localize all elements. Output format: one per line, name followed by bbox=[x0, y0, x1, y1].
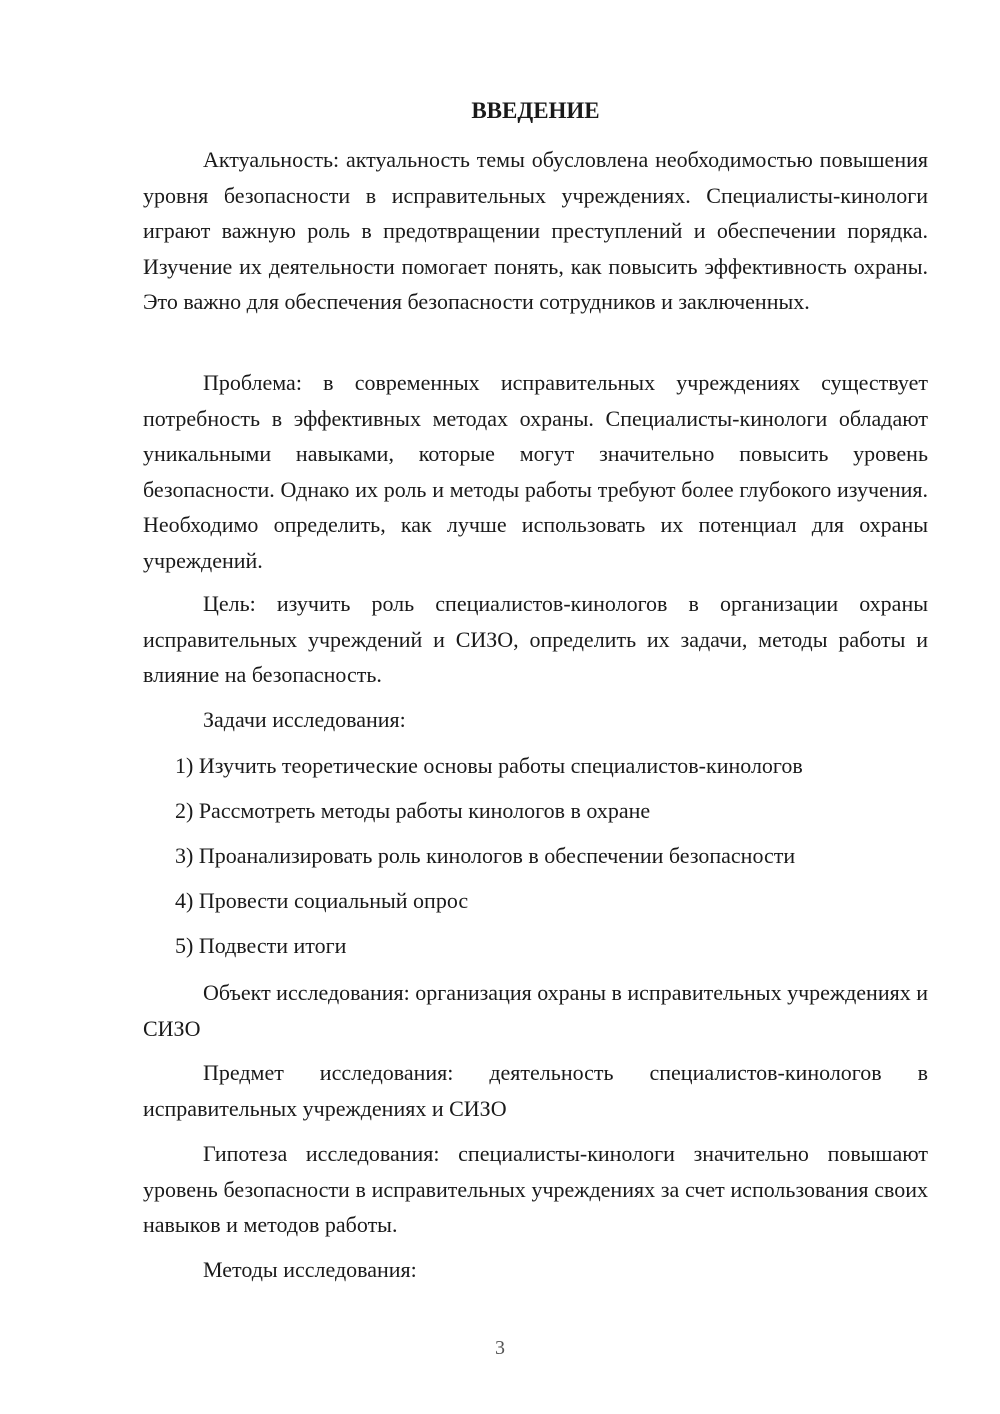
paragraph-hypothesis: Гипотеза исследования: специалисты-кинологи значительно повышают уровень безопасности в исправительных учреждениях за счет использования своих навыков и методов работы. bbox=[143, 1141, 928, 1237]
methods-heading: Методы исследования: bbox=[203, 1257, 417, 1282]
paragraph-problem: Проблема: в современных исправительных учреждениях существует потребность в эффективных методах охраны. Специалисты-кинологи обладают уникальными навыками, которые могут значительно повысить уровень безопасности. Однако их роль и методы работы требуют более глубокого изучения. Необходимо определить, как лучше использовать их потенциал для охраны учреждений. bbox=[143, 370, 928, 573]
paragraph-subject: Предмет исследования: деятельность специалистов-кинологов в исправительных учреждениях и СИЗО bbox=[143, 1060, 928, 1121]
paragraph-relevance: Актуальность: актуальность темы обусловлена необходимостью повышения уровня безопасности в исправительных учреждениях. Специалисты-кинологи играют важную роль в предотвращении преступлений и обеспечении порядка. Изучение их деятельности помогает понять, как повысить эффективность охраны. Это важно для обеспечения безопасности сотрудников и заключенных. bbox=[143, 147, 928, 314]
paragraph-goal: Цель: изучить роль специалистов-кинологов в организации охраны исправительных учреждений и СИЗО, определить их задачи, методы работы и влияние на безопасность. bbox=[143, 591, 928, 687]
paragraph-object: Объект исследования: организация охраны в исправительных учреждениях и СИЗО bbox=[143, 980, 929, 1041]
task-item: 2) Рассмотреть методы работы кинологов в охране bbox=[175, 798, 651, 823]
task-item: 5) Подвести итоги bbox=[175, 933, 347, 958]
tasks-heading: Задачи исследования: bbox=[203, 707, 406, 732]
page-number: 3 bbox=[495, 1337, 505, 1359]
task-item: 3) Проанализировать роль кинологов в обеспечении безопасности bbox=[175, 843, 796, 868]
section-title: ВВЕДЕНИЕ bbox=[471, 98, 600, 123]
task-item: 4) Провести социальный опрос bbox=[175, 888, 469, 913]
task-item: 1) Изучить теоретические основы работы специалистов-кинологов bbox=[175, 753, 803, 778]
